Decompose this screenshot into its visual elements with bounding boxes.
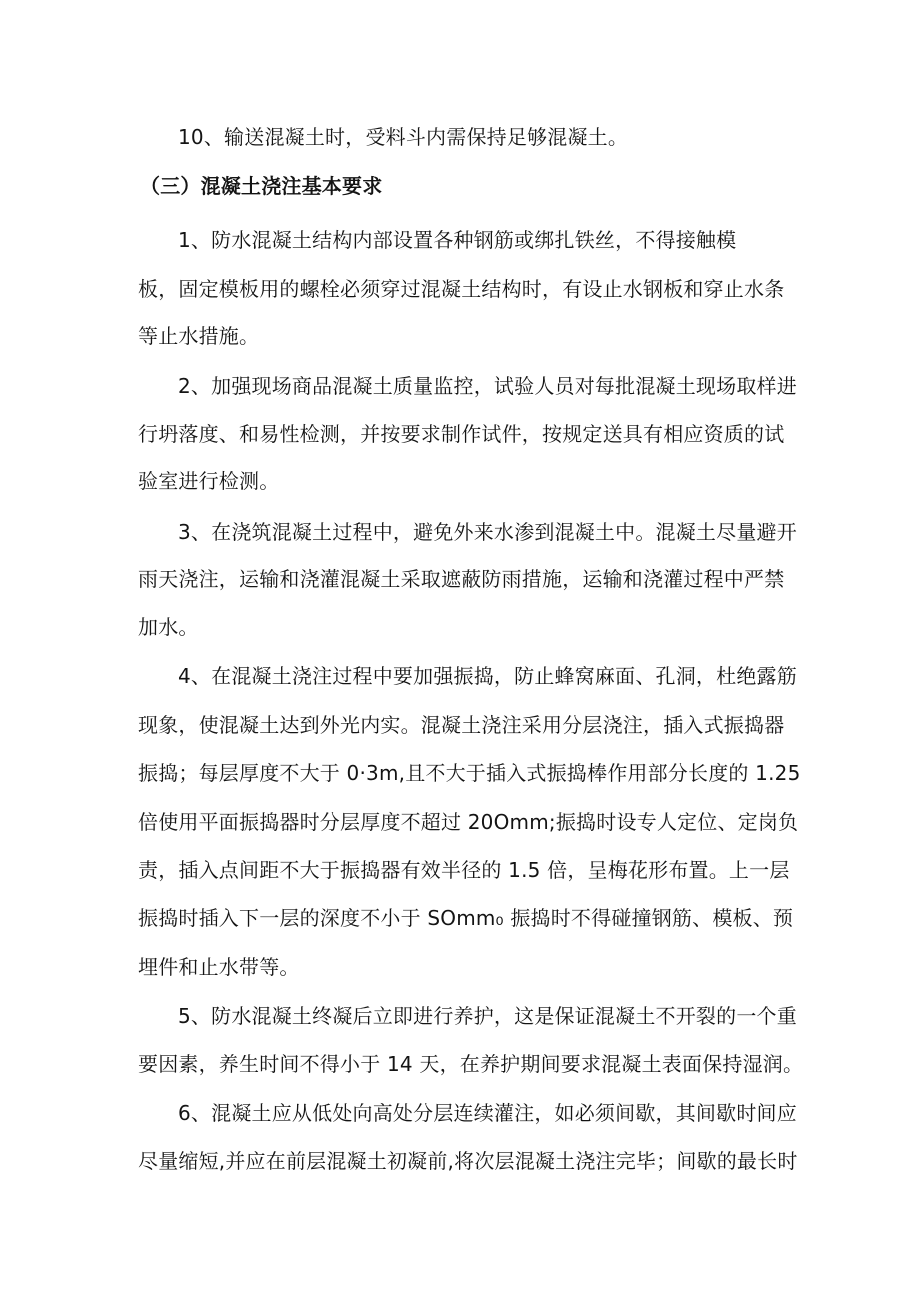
paragraph-4-line-1: 4、在混凝土浇注过程中要加强振捣，防止蜂窝麻面、孔洞，杜绝露筋	[178, 664, 797, 688]
paragraph-10-line-1: 10、输送混凝土时，受料斗内需保持足够混凝土。	[178, 125, 629, 149]
paragraph-3-line-3: 加水。	[138, 615, 199, 639]
paragraph-1-line-2: 板，固定模板用的螺栓必须穿过混凝土结构时，有设止水钢板和穿止水条	[138, 277, 785, 301]
paragraph-4-line-3: 振捣；每层厚度不大于 0·3m,且不大于插入式振捣棒作用部分长度的 1.25	[138, 761, 801, 785]
paragraph-3-line-2: 雨天浇注，运输和浇灌混凝土采取遮蔽防雨措施，运输和浇灌过程中严禁	[138, 567, 785, 591]
paragraph-6-line-1: 6、混凝土应从低处向高处分层连续灌注，如必须间歇，其间歇时间应	[178, 1101, 797, 1125]
paragraph-1-line-3: 等止水措施。	[138, 324, 260, 348]
paragraph-6-line-2: 尽量缩短,并应在前层混凝土初凝前,将次层混凝土浇注完毕；间歇的最长时	[138, 1149, 798, 1173]
paragraph-4-line-4: 倍使用平面振捣器时分层厚度不超过 20Omm;振捣时设专人定位、定岗负	[138, 810, 799, 834]
paragraph-4-line-6: 振捣时插入下一层的深度不小于 SOmm₀ 振捣时不得碰撞钢筋、模板、预	[138, 906, 794, 930]
paragraph-2-line-3: 验室进行检测。	[138, 469, 280, 493]
paragraph-4-line-7: 埋件和止水带等。	[138, 955, 300, 979]
paragraph-2-line-2: 行坍落度、和易性检测，并按要求制作试件，按规定送具有相应资质的试	[138, 422, 785, 446]
paragraph-3-line-1: 3、在浇筑混凝土过程中，避免外来水渗到混凝土中。混凝土尽量避开	[178, 520, 797, 544]
section-heading: （三）混凝土浇注基本要求	[140, 174, 383, 198]
paragraph-5-line-2: 要因素，养生时间不得小于 14 天，在养护期间要求混凝土表面保持湿润。	[138, 1052, 804, 1076]
paragraph-4-line-5: 责，插入点间距不大于振捣器有效半径的 1.5 倍，呈梅花形布置。上一层	[138, 858, 790, 882]
paragraph-4-line-2: 现象，使混凝土达到外光内实。混凝土浇注采用分层浇注，插入式振捣器	[138, 713, 785, 737]
paragraph-1-line-1: 1、防水混凝土结构内部设置各种钢筋或绑扎铁丝，不得接触模	[178, 228, 737, 252]
paragraph-5-line-1: 5、防水混凝土终凝后立即进行养护，这是保证混凝土不开裂的一个重	[178, 1004, 797, 1028]
paragraph-2-line-1: 2、加强现场商品混凝土质量监控，试验人员对每批混凝土现场取样进	[178, 374, 797, 398]
